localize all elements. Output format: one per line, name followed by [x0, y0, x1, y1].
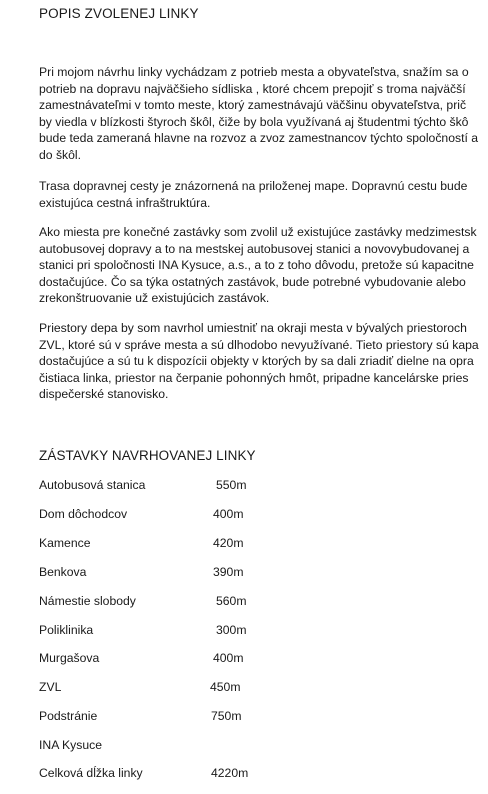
stop-name: Poliklinika	[39, 623, 94, 637]
stop-name: ZVL	[39, 680, 62, 694]
paragraph-line: bude teda zameraná hlavne na rozvoz a zvoz zamestnancov týchto spoločností a	[39, 131, 479, 146]
stop-distance: 420m	[213, 536, 244, 550]
stop-distance: 560m	[216, 594, 247, 608]
stop-distance: 4220m	[211, 766, 249, 780]
stop-name: Podstránie	[39, 709, 98, 723]
paragraph-line: Ako miesta pre konečné zastávky som zvolil už existujúce zastávky medzimestsk	[39, 225, 477, 239]
stop-name: Kamence	[39, 536, 91, 550]
stop-distance: 390m	[213, 565, 244, 579]
paragraph-line: by viedla v blízkosti štyroch škôl, čiže by bola využívaná aj študentmi týchto škô	[39, 114, 469, 129]
paragraph-line: stanici pri spoločnosti INA Kysuce, a.s., a to z toho dôvodu, pretože sú kapacitne	[39, 258, 474, 273]
stop-name: Murgašova	[39, 651, 100, 665]
stop-distance: 550m	[216, 478, 247, 492]
stop-distance: 750m	[211, 709, 242, 723]
paragraph-line: existujúca cestná infraštruktúra.	[39, 195, 211, 210]
stop-name: Dom dôchodcov	[39, 507, 128, 521]
paragraph-line: zamestnávateľmi v tomto meste, ktorý zamestnávajú väčšinu obyvateľstva, prič	[39, 98, 467, 113]
stop-name: Námestie slobody	[39, 594, 136, 608]
page-title: POPIS ZVOLENEJ LINKY	[39, 6, 199, 21]
paragraph-3	[39, 224, 488, 307]
stop-name: Autobusová stanica	[39, 478, 146, 492]
paragraph-line: Pri mojom návrhu linky vychádzam z potrieb mesta a obyvateľstva, snažím sa o	[39, 65, 469, 79]
paragraph-line: dispečerské stanovisko.	[39, 387, 169, 402]
paragraph-line: Priestory depa by som navrhol umiestniť na okraji mesta v bývalých priestoroch	[39, 321, 467, 335]
paragraph-line: ZVL, ktoré sú v správe mesta a sú dlhodobo nevyužívané. Tieto priestory sú kapa	[39, 337, 479, 352]
paragraph-1	[39, 64, 488, 164]
stop-name: INA Kysuce	[39, 738, 102, 752]
paragraph-line: čistiaca linka, priestor na čerpanie pohonných hmôt, pripadne kancelárske pries	[39, 370, 469, 385]
stops-title: ZÁSTAVKY NAVRHOVANEJ LINKY	[39, 448, 256, 463]
paragraph-line: dostačujúce. Čo sa týka ostatných zastávok, bude potrebné vybudovanie alebo	[39, 274, 466, 289]
paragraph-2	[39, 178, 488, 211]
stop-distance: 300m	[216, 623, 247, 637]
paragraph-line: dostačujúce a sú tu k dispozícii objekty v ktorých by sa dali zriadiť dielne na opra	[39, 354, 474, 369]
paragraph-line: potrieb na dopravu najväčšieho sídliska , ktoré chcem prepojiť s troma najväčší	[39, 81, 466, 96]
stop-name: Celková dĺžka linky	[39, 766, 143, 780]
paragraph-line: autobusovej dopravy a to na mestskej autobusovej stanici a novovybudovanej a	[39, 241, 470, 256]
stop-distance: 450m	[210, 680, 241, 694]
stop-name: Benkova	[39, 565, 87, 579]
paragraph-line: Trasa dopravnej cesty je znázornená na priloženej mape. Dopravnú cestu bude	[39, 179, 468, 193]
stop-distance: 400m	[213, 651, 244, 665]
stop-distance: 400m	[213, 507, 244, 521]
paragraph-line: zrekonštruovanie už existujúcich zastávok.	[39, 291, 270, 306]
paragraph-4	[39, 320, 488, 403]
paragraph-line: do škôl.	[39, 147, 82, 162]
